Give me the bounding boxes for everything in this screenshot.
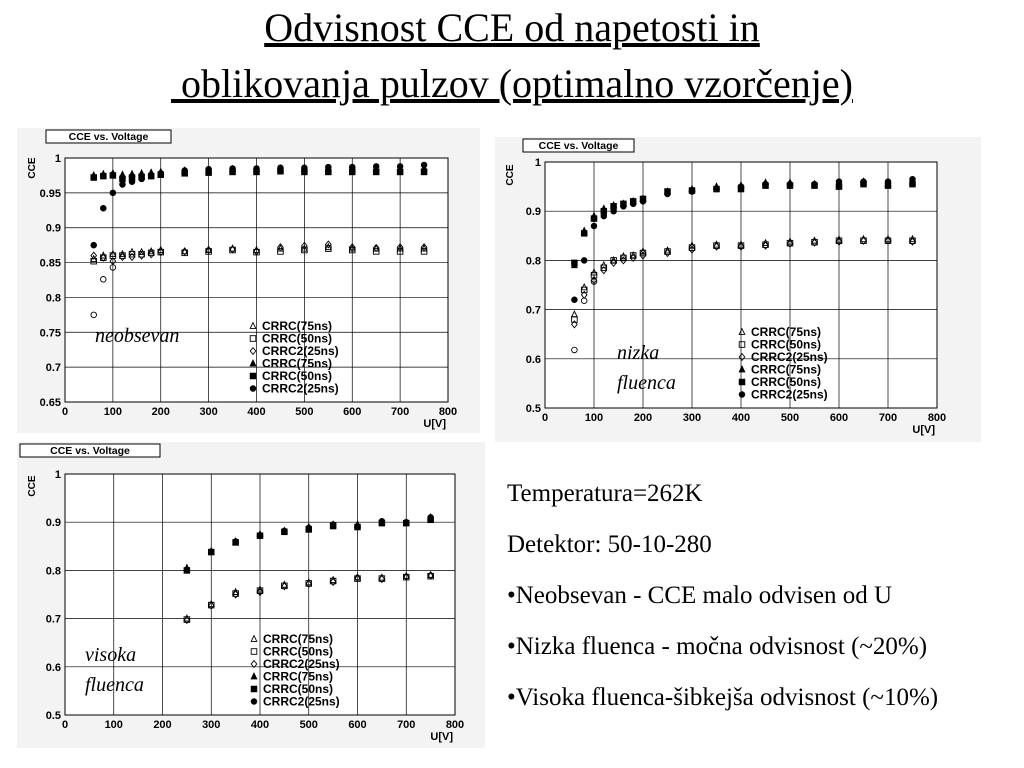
temperature-note: Temperatura=262K bbox=[507, 480, 703, 507]
y-tick-label: 0.8 bbox=[45, 565, 61, 578]
x-tick-label: 800 bbox=[438, 406, 458, 418]
data-point bbox=[601, 213, 607, 219]
legend-entry: CRRC(50ns) bbox=[751, 375, 822, 389]
chart-annotation: neobsevan bbox=[95, 325, 180, 347]
y-tick-label: 0.9 bbox=[45, 222, 61, 235]
data-point bbox=[373, 169, 379, 175]
legend-marker bbox=[739, 392, 745, 398]
data-point bbox=[206, 166, 212, 172]
legend bbox=[250, 319, 338, 396]
y-tick-label: 0.5 bbox=[45, 710, 61, 722]
data-point bbox=[397, 169, 403, 175]
y-tick-label: 0.8 bbox=[45, 292, 61, 305]
y-tick-label: 0.95 bbox=[39, 187, 61, 200]
x-tick-label: 600 bbox=[343, 406, 362, 418]
bullet-visoka-fluenca: •Visoka fluenca-šibkejša odvisnost (~10%) bbox=[507, 684, 939, 711]
x-tick-label: 600 bbox=[348, 719, 367, 731]
data-point bbox=[581, 231, 587, 237]
chart-title: CCE vs. Voltage bbox=[538, 140, 619, 152]
data-point bbox=[572, 260, 578, 266]
cce-voltage-chart-visoka-fluenca bbox=[17, 442, 485, 748]
data-point bbox=[148, 173, 154, 179]
legend-entry: CRRC(50ns) bbox=[262, 369, 333, 383]
cce-voltage-chart-neobsevan bbox=[17, 128, 480, 433]
slide-title-line-1: Odvisnost CCE od napetosti in bbox=[264, 5, 760, 50]
x-tick-label: 300 bbox=[682, 412, 702, 424]
legend-marker bbox=[251, 699, 257, 705]
y-tick-label: 0.9 bbox=[525, 206, 541, 219]
data-point bbox=[110, 173, 116, 179]
legend-entry: CRRC(75ns) bbox=[262, 319, 333, 333]
data-point bbox=[182, 168, 188, 174]
x-tick-label: 100 bbox=[103, 406, 123, 418]
data-point bbox=[591, 223, 597, 229]
data-point bbox=[254, 166, 260, 172]
data-point bbox=[665, 191, 671, 197]
x-tick-label: 800 bbox=[445, 719, 465, 731]
data-point bbox=[120, 176, 126, 182]
x-tick-label: 300 bbox=[199, 406, 218, 418]
data-point bbox=[714, 186, 720, 192]
chart-annotation: fluenca bbox=[617, 372, 676, 394]
data-point bbox=[326, 164, 332, 170]
data-point bbox=[591, 216, 597, 222]
data-point bbox=[355, 524, 361, 530]
legend-marker bbox=[251, 686, 257, 692]
data-point bbox=[611, 208, 617, 214]
data-point bbox=[910, 176, 916, 182]
chart-annotation: fluenca bbox=[85, 674, 144, 696]
legend-entry: CRRC(75ns) bbox=[751, 325, 822, 339]
x-tick-label: 200 bbox=[151, 406, 170, 418]
y-tick-label: 0.7 bbox=[525, 304, 541, 317]
data-point bbox=[208, 549, 214, 555]
legend-marker bbox=[250, 373, 256, 379]
data-point bbox=[101, 205, 107, 211]
y-axis-label: CCE bbox=[505, 164, 516, 186]
x-tick-label: 700 bbox=[397, 719, 416, 731]
data-point bbox=[836, 179, 842, 185]
legend-marker bbox=[250, 386, 256, 392]
legend-entry: CRRC2(25ns) bbox=[751, 350, 828, 364]
y-tick-label: 0.7 bbox=[45, 362, 61, 375]
x-tick-label: 200 bbox=[633, 412, 653, 424]
x-tick-label: 0 bbox=[541, 412, 549, 424]
legend-entry: CRRC(50ns) bbox=[263, 682, 334, 696]
cce-voltage-chart-nizka-fluenca bbox=[495, 137, 981, 442]
chart-title: CCE vs. Voltage bbox=[50, 445, 130, 457]
data-point bbox=[129, 179, 135, 185]
data-point bbox=[621, 203, 627, 209]
legend-entry: CRRC(75ns) bbox=[263, 632, 334, 646]
y-tick-label: 0.75 bbox=[39, 327, 61, 340]
data-point bbox=[330, 522, 336, 528]
y-tick-label: 0.65 bbox=[39, 397, 61, 409]
x-tick-label: 500 bbox=[780, 412, 800, 424]
data-point bbox=[738, 184, 744, 190]
data-point bbox=[403, 519, 409, 525]
chart-annotation: visoka bbox=[85, 644, 137, 666]
data-point bbox=[421, 169, 427, 175]
data-point bbox=[421, 162, 427, 168]
y-tick-label: 0.9 bbox=[45, 517, 61, 530]
legend-entry: CRRC(50ns) bbox=[751, 337, 822, 352]
data-point bbox=[91, 242, 97, 248]
legend-marker bbox=[739, 379, 745, 385]
data-point bbox=[139, 176, 145, 182]
chart-title: CCE vs. Voltage bbox=[68, 131, 149, 143]
legend-entry: CRRC(75ns) bbox=[751, 362, 822, 377]
data-point bbox=[812, 181, 818, 187]
y-tick-label: 0.6 bbox=[45, 661, 61, 674]
x-tick-label: 0 bbox=[61, 719, 69, 731]
data-point bbox=[787, 181, 793, 187]
x-axis-label: U[V] bbox=[912, 424, 935, 436]
legend-entry: CRRC(50ns) bbox=[262, 331, 333, 346]
x-tick-label: 500 bbox=[295, 406, 314, 418]
chart-panel-nizka-fluenca bbox=[495, 137, 981, 442]
legend bbox=[251, 632, 339, 709]
x-tick-label: 500 bbox=[299, 719, 318, 731]
x-tick-label: 100 bbox=[584, 412, 604, 424]
legend-entry: CRRC2(25ns) bbox=[262, 344, 339, 358]
data-point bbox=[282, 528, 288, 534]
y-tick-label: 1 bbox=[54, 153, 61, 165]
y-tick-label: 0.5 bbox=[525, 403, 541, 415]
data-point bbox=[230, 166, 236, 172]
y-tick-label: 0.85 bbox=[39, 257, 61, 270]
detector-note: Detektor: 50-10-280 bbox=[507, 531, 712, 558]
legend-entry: CRRC2(25ns) bbox=[751, 387, 828, 402]
data-point bbox=[428, 515, 434, 521]
chart-panel-neobsevan bbox=[17, 128, 480, 433]
y-tick-label: 1 bbox=[54, 469, 61, 481]
data-point bbox=[257, 533, 263, 539]
x-tick-label: 700 bbox=[390, 406, 410, 418]
x-tick-label: 200 bbox=[153, 719, 172, 731]
legend-entry: CRRC(75ns) bbox=[263, 669, 334, 684]
x-axis-label: U[V] bbox=[430, 731, 453, 743]
slide-title-line-2: oblikovanja pulzov (optimalno vzorčenje) bbox=[170, 61, 853, 106]
chart-annotation: nizka bbox=[617, 342, 660, 364]
data-point bbox=[630, 201, 636, 207]
x-tick-label: 100 bbox=[104, 719, 123, 731]
data-point bbox=[110, 190, 116, 196]
data-point bbox=[861, 179, 867, 185]
data-point bbox=[885, 179, 891, 185]
x-tick-label: 400 bbox=[247, 406, 266, 418]
chart-panel-visoka-fluenca bbox=[17, 442, 485, 748]
legend-entry: CRRC(50ns) bbox=[263, 644, 334, 659]
data-point bbox=[763, 181, 769, 187]
data-point bbox=[373, 164, 379, 170]
x-tick-label: 600 bbox=[829, 412, 849, 424]
data-point bbox=[184, 568, 190, 574]
y-tick-label: 0.8 bbox=[525, 255, 541, 268]
legend-entry: CRRC2(25ns) bbox=[263, 657, 340, 671]
legend-entry: CRRC2(25ns) bbox=[263, 694, 340, 709]
x-tick-label: 800 bbox=[927, 412, 947, 424]
x-tick-label: 0 bbox=[61, 406, 69, 418]
x-axis-label: U[V] bbox=[423, 418, 446, 430]
data-point bbox=[379, 518, 385, 524]
data-point bbox=[120, 182, 126, 188]
y-axis-label: CCE bbox=[27, 475, 38, 497]
data-point bbox=[91, 175, 97, 181]
data-point bbox=[101, 173, 107, 179]
data-point bbox=[233, 539, 239, 545]
data-point bbox=[572, 297, 578, 303]
data-point bbox=[689, 189, 695, 195]
legend-entry: CRRC(75ns) bbox=[262, 356, 333, 371]
data-point bbox=[349, 164, 355, 170]
data-point bbox=[158, 171, 164, 177]
x-tick-label: 400 bbox=[731, 412, 751, 424]
bullet-neobsevan: •Neobsevan - CCE malo odvisen od U bbox=[507, 582, 893, 609]
data-point bbox=[581, 258, 587, 264]
bullet-nizka-fluenca: •Nizka fluenca - močna odvisnost (~20%) bbox=[507, 633, 928, 660]
x-tick-label: 700 bbox=[878, 412, 898, 424]
x-tick-label: 400 bbox=[250, 719, 270, 731]
data-point bbox=[302, 165, 308, 171]
data-point bbox=[306, 525, 312, 531]
legend bbox=[739, 325, 827, 402]
x-tick-label: 300 bbox=[202, 719, 221, 731]
y-tick-label: 0.7 bbox=[45, 613, 61, 626]
data-point bbox=[397, 164, 403, 170]
legend-entry: CRRC2(25ns) bbox=[262, 381, 339, 396]
y-tick-label: 0.6 bbox=[525, 353, 541, 366]
data-point bbox=[278, 165, 284, 171]
y-axis-label: CCE bbox=[27, 157, 38, 179]
data-point bbox=[640, 199, 646, 205]
y-tick-label: 1 bbox=[534, 157, 541, 169]
